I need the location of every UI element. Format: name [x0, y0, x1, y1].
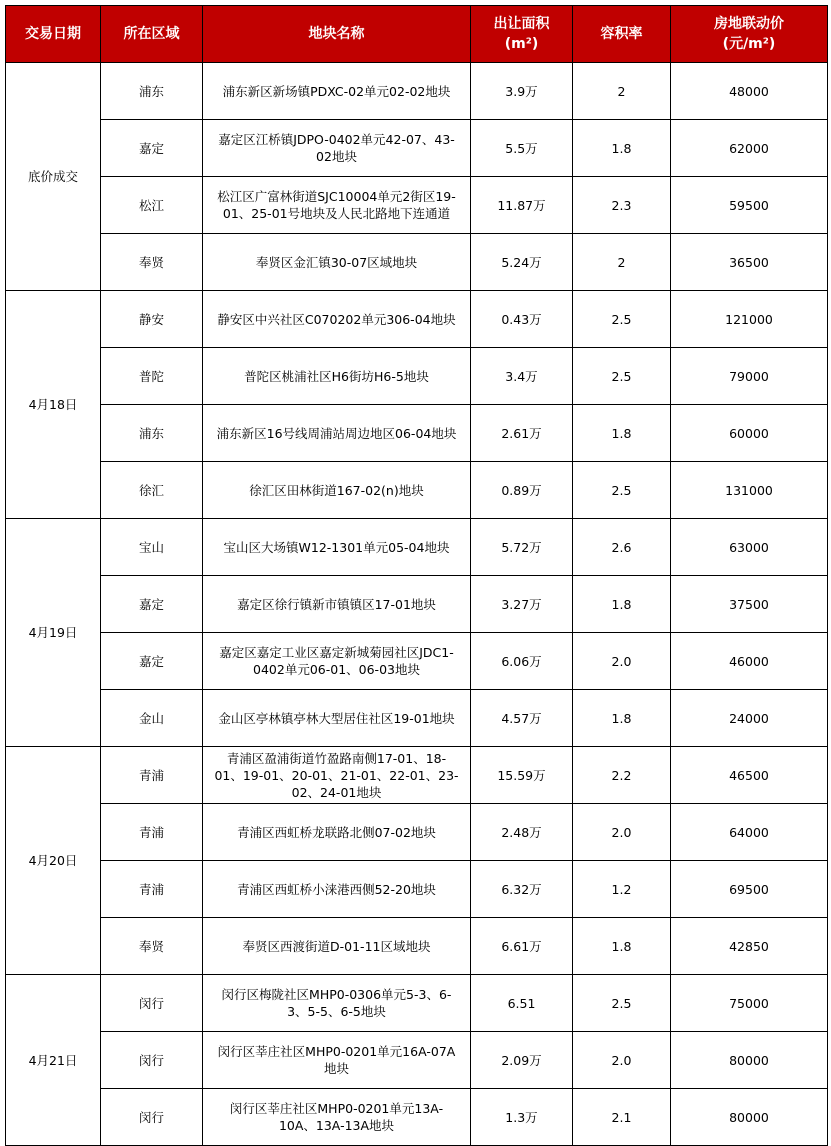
- area-cell: 6.06万: [471, 633, 573, 690]
- district-cell: 嘉定: [101, 633, 203, 690]
- parcel-name-cell: 嘉定区江桥镇JDPO-0402单元42-07、43-02地块: [203, 120, 471, 177]
- district-cell: 徐汇: [101, 462, 203, 519]
- table-row: [6, 63, 828, 120]
- linkage-price-cell: 75000: [671, 975, 828, 1032]
- trade-date-cell: 4月21日: [6, 975, 101, 1146]
- plot-ratio-cell: 2.0: [573, 804, 671, 861]
- parcel-name-cell: 浦东新区16号线周浦站周边地区06-04地块: [203, 405, 471, 462]
- table-row: [6, 1032, 828, 1089]
- plot-ratio-cell: 2.5: [573, 975, 671, 1032]
- table-row: [6, 804, 828, 861]
- parcel-name-cell: 徐汇区田林街道167-02(n)地块: [203, 462, 471, 519]
- plot-ratio-cell: 1.8: [573, 576, 671, 633]
- area-cell: 6.61万: [471, 918, 573, 975]
- trade-date-cell: 4月19日: [6, 519, 101, 747]
- linkage-price-cell: 46000: [671, 633, 828, 690]
- district-cell: 宝山: [101, 519, 203, 576]
- table-row: [6, 234, 828, 291]
- plot-ratio-cell: 1.8: [573, 405, 671, 462]
- district-cell: 静安: [101, 291, 203, 348]
- plot-ratio-cell: 2: [573, 234, 671, 291]
- trade-date-cell: 底价成交: [6, 63, 101, 291]
- district-cell: 普陀: [101, 348, 203, 405]
- area-cell: 15.59万: [471, 747, 573, 804]
- header-parcel-name: 地块名称: [203, 6, 471, 63]
- linkage-price-cell: 24000: [671, 690, 828, 747]
- linkage-price-cell: 121000: [671, 291, 828, 348]
- plot-ratio-cell: 2.6: [573, 519, 671, 576]
- header-area-line1: 出让面积: [493, 16, 550, 32]
- table-body: [6, 63, 828, 1146]
- header-area-line2: (m²): [504, 36, 539, 52]
- district-cell: 奉贤: [101, 234, 203, 291]
- plot-ratio-cell: 2.3: [573, 177, 671, 234]
- district-cell: 嘉定: [101, 120, 203, 177]
- header-district: 所在区域: [101, 6, 203, 63]
- trade-date-cell: 4月18日: [6, 291, 101, 519]
- linkage-price-cell: 80000: [671, 1032, 828, 1089]
- area-cell: 3.4万: [471, 348, 573, 405]
- area-cell: 0.43万: [471, 291, 573, 348]
- plot-ratio-cell: 1.8: [573, 120, 671, 177]
- table-header: [6, 6, 828, 63]
- table-row: [6, 177, 828, 234]
- linkage-price-cell: 69500: [671, 861, 828, 918]
- plot-ratio-cell: 2.1: [573, 1089, 671, 1146]
- table-row: [6, 975, 828, 1032]
- parcel-name-cell: 奉贤区西渡街道D-01-11区域地块: [203, 918, 471, 975]
- header-price-line2: (元/m²): [722, 36, 776, 52]
- area-cell: 4.57万: [471, 690, 573, 747]
- header-linkage-price: [671, 6, 828, 63]
- land-transaction-table: [5, 5, 828, 1146]
- district-cell: 松江: [101, 177, 203, 234]
- header-area: [471, 6, 573, 63]
- district-cell: 金山: [101, 690, 203, 747]
- linkage-price-cell: 64000: [671, 804, 828, 861]
- district-cell: 闵行: [101, 1089, 203, 1146]
- area-cell: 2.48万: [471, 804, 573, 861]
- plot-ratio-cell: 2.5: [573, 291, 671, 348]
- parcel-name-cell: 金山区亭林镇亭林大型居住社区19-01地块: [203, 690, 471, 747]
- linkage-price-cell: 62000: [671, 120, 828, 177]
- parcel-name-cell: 浦东新区新场镇PDXC-02单元02-02地块: [203, 63, 471, 120]
- district-cell: 青浦: [101, 804, 203, 861]
- table-row: [6, 405, 828, 462]
- district-cell: 奉贤: [101, 918, 203, 975]
- parcel-name-cell: 青浦区西虹桥龙联路北侧07-02地块: [203, 804, 471, 861]
- table-row: [6, 462, 828, 519]
- parcel-name-cell: 宝山区大场镇W12-1301单元05-04地块: [203, 519, 471, 576]
- table-row: [6, 861, 828, 918]
- area-cell: 2.09万: [471, 1032, 573, 1089]
- plot-ratio-cell: 2.5: [573, 348, 671, 405]
- parcel-name-cell: 闵行区梅陇社区MHP0-0306单元5-3、6-3、5-5、6-5地块: [203, 975, 471, 1032]
- linkage-price-cell: 80000: [671, 1089, 828, 1146]
- linkage-price-cell: 48000: [671, 63, 828, 120]
- header-plot-ratio: 容积率: [573, 6, 671, 63]
- plot-ratio-cell: 2.0: [573, 633, 671, 690]
- linkage-price-cell: 46500: [671, 747, 828, 804]
- parcel-name-cell: 嘉定区徐行镇新市镇镇区17-01地块: [203, 576, 471, 633]
- table-row: [6, 1089, 828, 1146]
- table-row: [6, 519, 828, 576]
- table-row: [6, 348, 828, 405]
- header-price-line1: 房地联动价: [714, 16, 784, 32]
- district-cell: 青浦: [101, 747, 203, 804]
- area-cell: 6.51: [471, 975, 573, 1032]
- area-cell: 11.87万: [471, 177, 573, 234]
- linkage-price-cell: 36500: [671, 234, 828, 291]
- district-cell: 浦东: [101, 405, 203, 462]
- area-cell: 2.61万: [471, 405, 573, 462]
- table-row: [6, 633, 828, 690]
- table-row: [6, 120, 828, 177]
- plot-ratio-cell: 2: [573, 63, 671, 120]
- district-cell: 嘉定: [101, 576, 203, 633]
- table-row: [6, 690, 828, 747]
- area-cell: 5.72万: [471, 519, 573, 576]
- plot-ratio-cell: 2.2: [573, 747, 671, 804]
- linkage-price-cell: 59500: [671, 177, 828, 234]
- area-cell: 6.32万: [471, 861, 573, 918]
- parcel-name-cell: 嘉定区嘉定工业区嘉定新城菊园社区JDC1-0402单元06-01、06-03地块: [203, 633, 471, 690]
- linkage-price-cell: 42850: [671, 918, 828, 975]
- parcel-name-cell: 闵行区莘庄社区MHP0-0201单元16A-07A地块: [203, 1032, 471, 1089]
- linkage-price-cell: 60000: [671, 405, 828, 462]
- header-trade-date: 交易日期: [6, 6, 101, 63]
- district-cell: 浦东: [101, 63, 203, 120]
- parcel-name-cell: 青浦区西虹桥小涞港西侧52-20地块: [203, 861, 471, 918]
- linkage-price-cell: 79000: [671, 348, 828, 405]
- area-cell: 5.5万: [471, 120, 573, 177]
- parcel-name-cell: 静安区中兴社区C070202单元306-04地块: [203, 291, 471, 348]
- parcel-name-cell: 普陀区桃浦社区H6街坊H6-5地块: [203, 348, 471, 405]
- plot-ratio-cell: 1.2: [573, 861, 671, 918]
- header-row: [6, 6, 828, 63]
- district-cell: 闵行: [101, 975, 203, 1032]
- district-cell: 青浦: [101, 861, 203, 918]
- area-cell: 3.9万: [471, 63, 573, 120]
- district-cell: 闵行: [101, 1032, 203, 1089]
- plot-ratio-cell: 2.5: [573, 462, 671, 519]
- table-row: [6, 291, 828, 348]
- trade-date-cell: 4月20日: [6, 747, 101, 975]
- parcel-name-cell: 青浦区盈浦街道竹盈路南侧17-01、18-01、19-01、20-01、21-01、22-01、23-02、24-01地块: [203, 747, 471, 804]
- table-row: [6, 576, 828, 633]
- area-cell: 3.27万: [471, 576, 573, 633]
- parcel-name-cell: 闵行区莘庄社区MHP0-0201单元13A-10A、13A-13A地块: [203, 1089, 471, 1146]
- plot-ratio-cell: 1.8: [573, 918, 671, 975]
- plot-ratio-cell: 2.0: [573, 1032, 671, 1089]
- area-cell: 1.3万: [471, 1089, 573, 1146]
- area-cell: 0.89万: [471, 462, 573, 519]
- area-cell: 5.24万: [471, 234, 573, 291]
- plot-ratio-cell: 1.8: [573, 690, 671, 747]
- parcel-name-cell: 奉贤区金汇镇30-07区域地块: [203, 234, 471, 291]
- linkage-price-cell: 131000: [671, 462, 828, 519]
- linkage-price-cell: 37500: [671, 576, 828, 633]
- parcel-name-cell: 松江区广富林街道SJC10004单元2街区19-01、25-01号地块及人民北路地下连通道: [203, 177, 471, 234]
- table-row: [6, 918, 828, 975]
- table-row: [6, 747, 828, 804]
- linkage-price-cell: 63000: [671, 519, 828, 576]
